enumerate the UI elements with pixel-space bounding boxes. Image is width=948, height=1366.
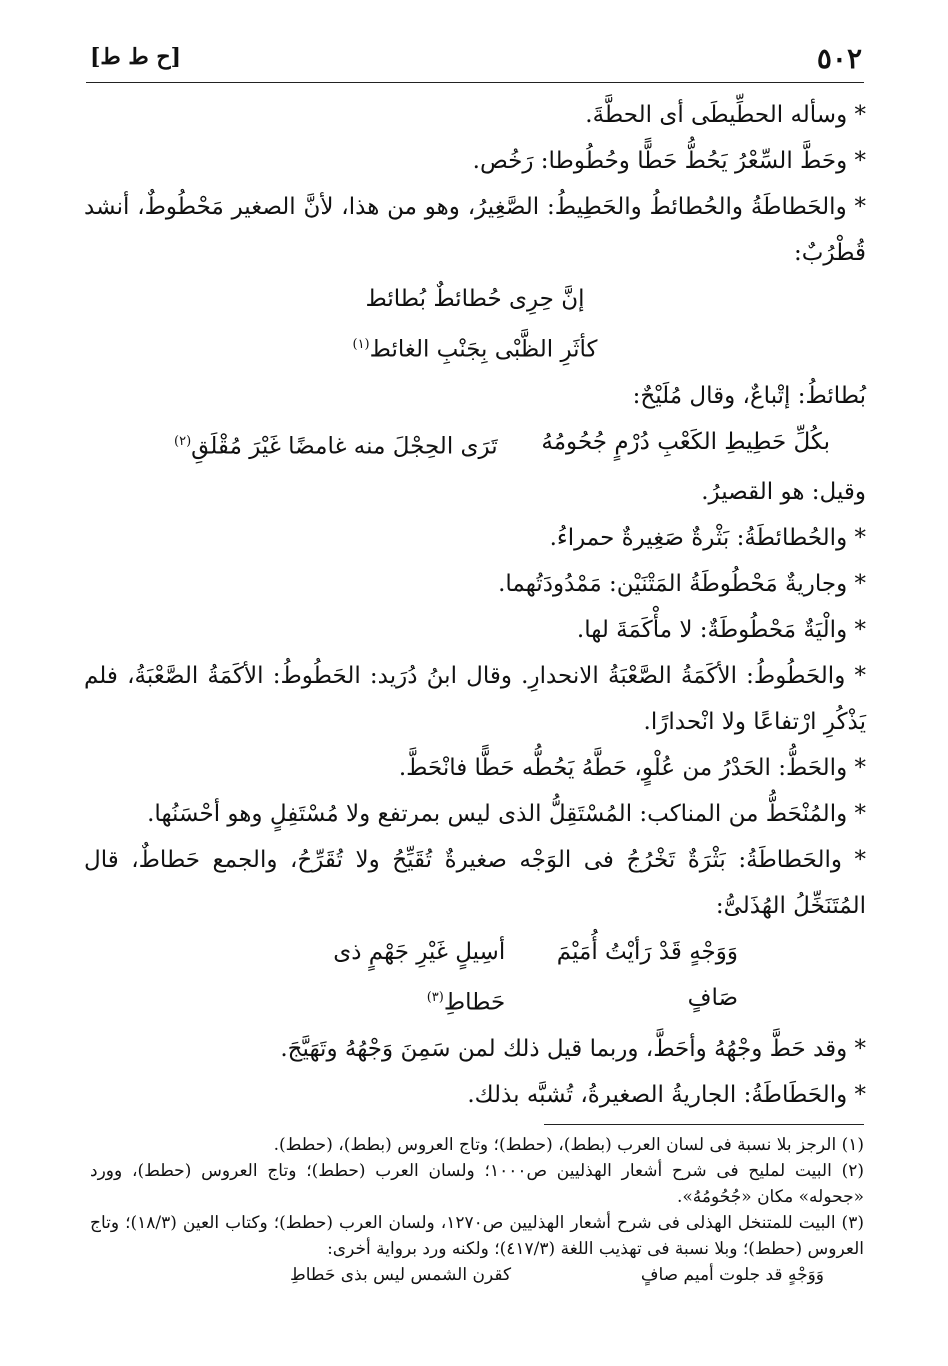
header-rule xyxy=(86,82,864,83)
paragraph: * والحَطاطَةُ والحُطائطُ والحَطِيطُ: الصَّغِيرُ، وهو من هذا، لأنَّ الصغير مَحْطُوطٌ، أنشد قُطْرُبٌ: xyxy=(84,194,866,266)
verse-line: إنَّ حِرِى حُطائطٌ بُطائط xyxy=(365,286,585,312)
paragraph: * والحَطَاطَةُ: الجاريةُ الصغيرةُ، تُشبَّه بذلك. xyxy=(467,1081,866,1108)
paragraph: * والْيَةٌ مَحْطُوطَةٌ: لا مأْكَمَةَ لها. xyxy=(576,617,866,644)
verse-hemistich-second: كقرن الشمس ليس بذى حَطاطِ xyxy=(290,1265,512,1285)
verse-hemistich-first: وَوَجْهٍ قد جلوت أميم صافٍ xyxy=(640,1265,824,1285)
verse-line xyxy=(84,322,866,373)
footnote-ref: (٣) xyxy=(426,990,444,1006)
footnote-ref: (١) xyxy=(352,337,370,352)
paragraph: * والحَطُوطُ: الأكَمَةُ الصَّعْبَةُ الانحدارِ. وقال ابنُ دُرَيد: الحَطُوطُ: الأكَمَةُ الصَّعْبَةُ، فلم يَذْكُرِ ارْتفاعًا ولا انْحدارًا. xyxy=(84,663,866,736)
paragraph: * والمُنْحَطُّ من المناكب: المُسْتَقِلُّ الذى ليس بمرتفع ولا مُسْتَفِلٍ وهو أحْسَنُها. xyxy=(147,801,866,828)
verse-hemistich-first: وَوَجْهٍ قَدْ رَأيْتُ أُمَيْمَ صَافٍ xyxy=(556,939,738,1012)
paragraph: * والحَطُّ: الحَدْرُ من عُلْوٍ، حَطَّهُ يَحُطُّه حَطًّا فانْحَطَّ. xyxy=(398,755,866,782)
paragraph: بُطائطُ: إتْباعٌ، وقال مُلَيْحٌ: xyxy=(632,382,866,409)
paragraph: * وحَطَّ السِّعْرُ يَحُطُّ حَطًّا وحُطُوطا: رَخُص. xyxy=(472,148,866,174)
footnote: (٢) البيت لمليح فى شرح أشعار الهذليين ص١٠٠٠؛ ولسان العرب (حطط)؛ وتاج العروس (حطط)، وورد «جحوله» مكان «جُحُومُهُ». xyxy=(90,1161,864,1207)
paragraph: * وسأله الحطِّيطَى أى الحطَّةَ. xyxy=(585,102,866,128)
verse-hemistich-second xyxy=(174,419,498,470)
paragraph: * والحُطائطَةُ: بَثْرةٌ صَغِيرةٌ حمراءُ. xyxy=(549,525,866,552)
footnote: (١) الرجز بلا نسبة فى لسان العرب (بطط)، (حطط)؛ وتاج العروس (بطط)، (حطط). xyxy=(273,1135,864,1155)
verse-text: تَرَى الحِجْلَ منه غامضًا غَيْرَ مُقْلَقِ xyxy=(191,433,498,460)
verse-hemistich-second xyxy=(254,929,505,1026)
root-heading: [ح ط ط] xyxy=(90,44,182,70)
verse-couplet xyxy=(84,929,866,1026)
footnote-verse xyxy=(90,1262,864,1288)
verse-hemistich-first: بكُلِّ حَطِيطِ الكَعْبِ دُرْمٍ جُحُومُهُ xyxy=(541,428,830,455)
paragraph: * وقد حَطَّ وجْهُهُ وأحَطَّ، وربما قيل ذلك لمن سَمِنَ وَجْهُهُ وتَهَيَّجَ. xyxy=(280,1035,866,1062)
paragraph: وقيل: هو القصيرُ. xyxy=(701,479,866,506)
verse-couplet xyxy=(84,419,866,470)
entry-body xyxy=(84,92,866,1118)
footnotes xyxy=(90,1132,864,1288)
footnote-rule xyxy=(544,1124,864,1125)
verse-text: أسِيلٍ غَيْرِ جَهْمٍ ذى حَطاطِ xyxy=(333,939,506,1016)
paragraph: * وجاريةٌ مَحْطُوطَةُ المَتْنَيْن: مَمْدُودَتُهما. xyxy=(498,571,866,598)
page-number: ٥٠٢ xyxy=(816,42,862,75)
paragraph: * والحَطاطَةُ: بَثْرَةٌ تَخْرُجُ فى الوَجْه صغيرةٌ تُقَيِّحُ ولا تُقَرِّحُ، والجمع حَطاطٌ، قال المُتَنَخِّلُ الهُذَلىُّ: xyxy=(84,847,866,920)
footnote-ref: (٢) xyxy=(174,433,192,449)
footnote: (٣) البيت للمتنخل الهذلى فى شرح أشعار الهذليين ص١٢٧٠، ولسان العرب (حطط)؛ وكتاب العين (١٨/٣)؛ وتاج العروس (حطط)؛ وبلا نسبة فى تهذيب اللغة (٤١٧/٣)؛ ولكنه ورد برواية أخرى: xyxy=(90,1213,864,1259)
verse-text: كأثَرِ الظَّبْى بِجَنْبِ الغائط xyxy=(369,336,598,363)
